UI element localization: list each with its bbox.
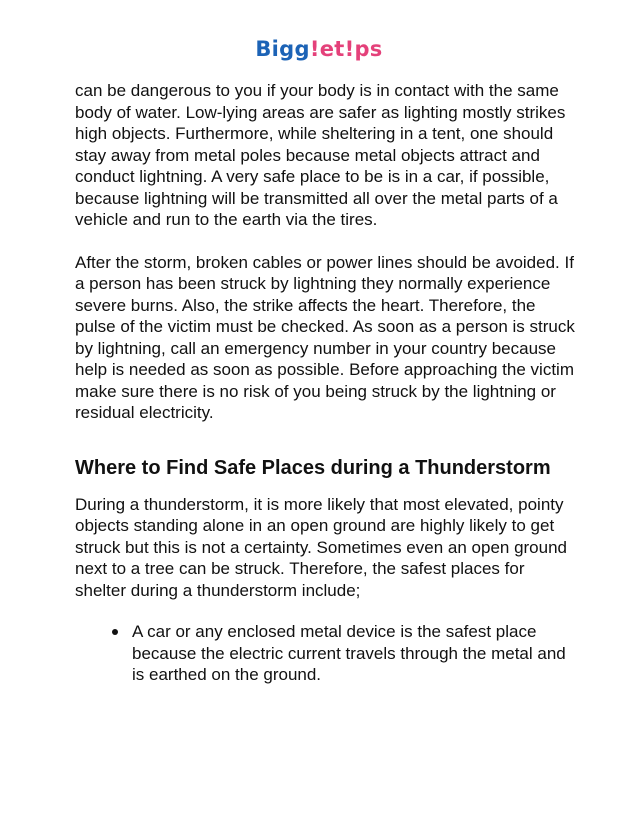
- document-body: [75, 80, 575, 686]
- site-logo: [0, 34, 638, 64]
- section-intro-paragraph: During a thunderstorm, it is more likely that most elevated, pointy objects standing alone in an open ground are highly likely to get struck but this is not a certainty. Sometimes even an open ground next to a tree can be struck. Therefore, the safest places for shelter during a thunderstorm include;: [75, 494, 568, 600]
- list-item: [112, 621, 575, 686]
- section-heading: Where to Find Safe Places during a Thunderstorm: [75, 456, 551, 479]
- bullet-icon: [112, 629, 118, 635]
- safe-places-list: [75, 621, 575, 686]
- logo-text-pink: !et!ps: [309, 37, 383, 61]
- paragraph-continued: can be dangerous to you if your body is in contact with the same body of water. Low-lying areas are safer as lighting mostly strikes high objects. Furthermore, while sheltering in a tent, one should stay away from metal poles because metal objects attract and conduct lightning. A very safe place to be is in a car, if possible, because lightning will be transmitted all over the metal parts of a vehicle and run to the earth via the tires.: [75, 81, 566, 229]
- list-item-text: A car or any enclosed metal device is the safest place because the electric current travels through the metal and is earthed on the ground.: [132, 622, 566, 684]
- logo-text-blue: Bigg: [255, 37, 310, 61]
- paragraph-after-storm: After the storm, broken cables or power lines should be avoided. If a person has been struck by lightning they normally experience severe burns. Also, the strike affects the heart. Therefore, the pulse of the victim must be checked. As soon as a person is struck by lightning, call an emergency number in your country because help is needed as soon as possible. Before approaching the victim make sure there is no risk of you being struck by the lightning or residual electricity.: [75, 252, 575, 422]
